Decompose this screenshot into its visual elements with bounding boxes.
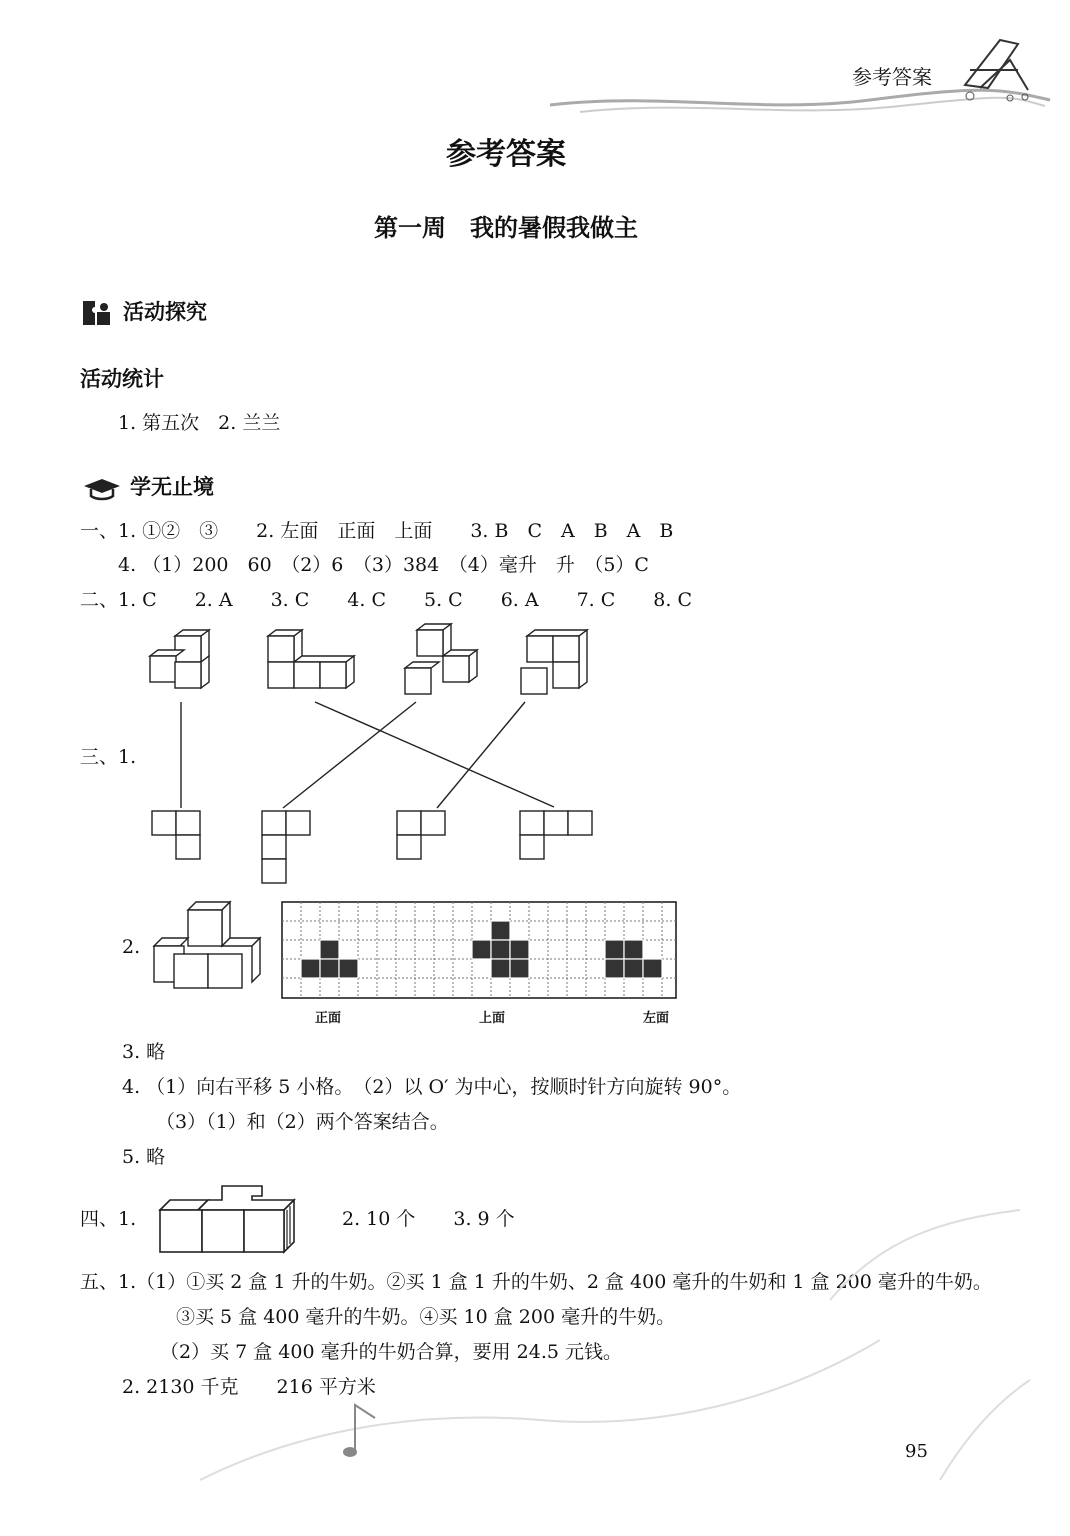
page-title: 参考答案 <box>446 137 566 172</box>
part3-label: 三、1. <box>80 746 137 768</box>
cube-stack-2 <box>268 630 354 688</box>
view-label-top: 上面 <box>479 1011 506 1026</box>
matching-figure <box>140 618 620 893</box>
cube-solid <box>154 902 260 988</box>
puzzle-icon <box>80 298 114 328</box>
running-header: 参考答案 <box>852 65 932 89</box>
cube-stack-4 <box>521 630 587 694</box>
part2-line: 二、1. C 2. A 3. C 4. C 5. C 6. A 7. C 8. C <box>80 589 693 611</box>
grid-panel <box>282 902 676 998</box>
part5-line3: （2）买 7 盒 400 毫升的牛奶合算，要用 24.5 元钱。 <box>160 1341 622 1363</box>
part5-line2: ③买 5 盒 400 毫升的牛奶。④买 10 盒 200 毫升的牛奶。 <box>176 1306 676 1328</box>
section-heading-learning: 学无止境 <box>130 475 214 499</box>
q4-line1: 4. （1）向右平移 5 小格。 （2）以 O′ 为中心，按顺时针方向旋转 90°。 <box>122 1076 742 1098</box>
view-shape-3 <box>397 811 445 859</box>
q4-line2: （3）（1）和（2）两个答案结合。 <box>156 1111 449 1133</box>
view-label-front: 正面 <box>315 1011 342 1026</box>
part1-line1: 一、1. ①② ③ 2. 左面 正面 上面 3. B C A B A B <box>80 520 674 542</box>
part3-q2-label: 2. <box>122 936 141 958</box>
sub-heading-stats: 活动统计 <box>80 367 164 391</box>
page-number: 95 <box>905 1441 928 1462</box>
cube-stack-1 <box>150 630 209 688</box>
cube-stack-3 <box>405 624 477 694</box>
section-heading-activity: 活动探究 <box>123 300 207 324</box>
q3-answer: 3. 略 <box>122 1041 166 1063</box>
header-decoration <box>540 30 1060 120</box>
week-title: 第一周 我的暑假我做主 <box>374 214 638 242</box>
view-label-left: 左面 <box>643 1011 670 1026</box>
part5-line1: 五、1.（1）①买 2 盒 1 升的牛奶。②买 1 盒 1 升的牛奶、2 盒 400 毫升的牛奶和 1 盒 200 毫升的牛奶。 <box>80 1271 992 1293</box>
q5-answer: 5. 略 <box>122 1146 166 1168</box>
part5-line4: 2. 2130 千克 216 平方米 <box>122 1376 376 1398</box>
matching-lines <box>181 702 554 808</box>
part1-line2: 4. （1）200 60 （2）6 （3）384 （4）毫升 升 （5）C <box>118 554 649 576</box>
view-shape-2 <box>262 811 310 883</box>
view-shape-1 <box>152 811 200 859</box>
view-shape-4 <box>520 811 592 859</box>
graduation-cap-icon <box>82 477 122 501</box>
part4-answers: 2. 10 个 3. 9 个 <box>342 1208 515 1230</box>
stats-answers: 1. 第五次 2. 兰兰 <box>118 412 281 434</box>
faint-decoration <box>180 1180 1060 1520</box>
part4-label: 四、1. <box>80 1208 137 1230</box>
views-figure <box>150 898 710 1002</box>
